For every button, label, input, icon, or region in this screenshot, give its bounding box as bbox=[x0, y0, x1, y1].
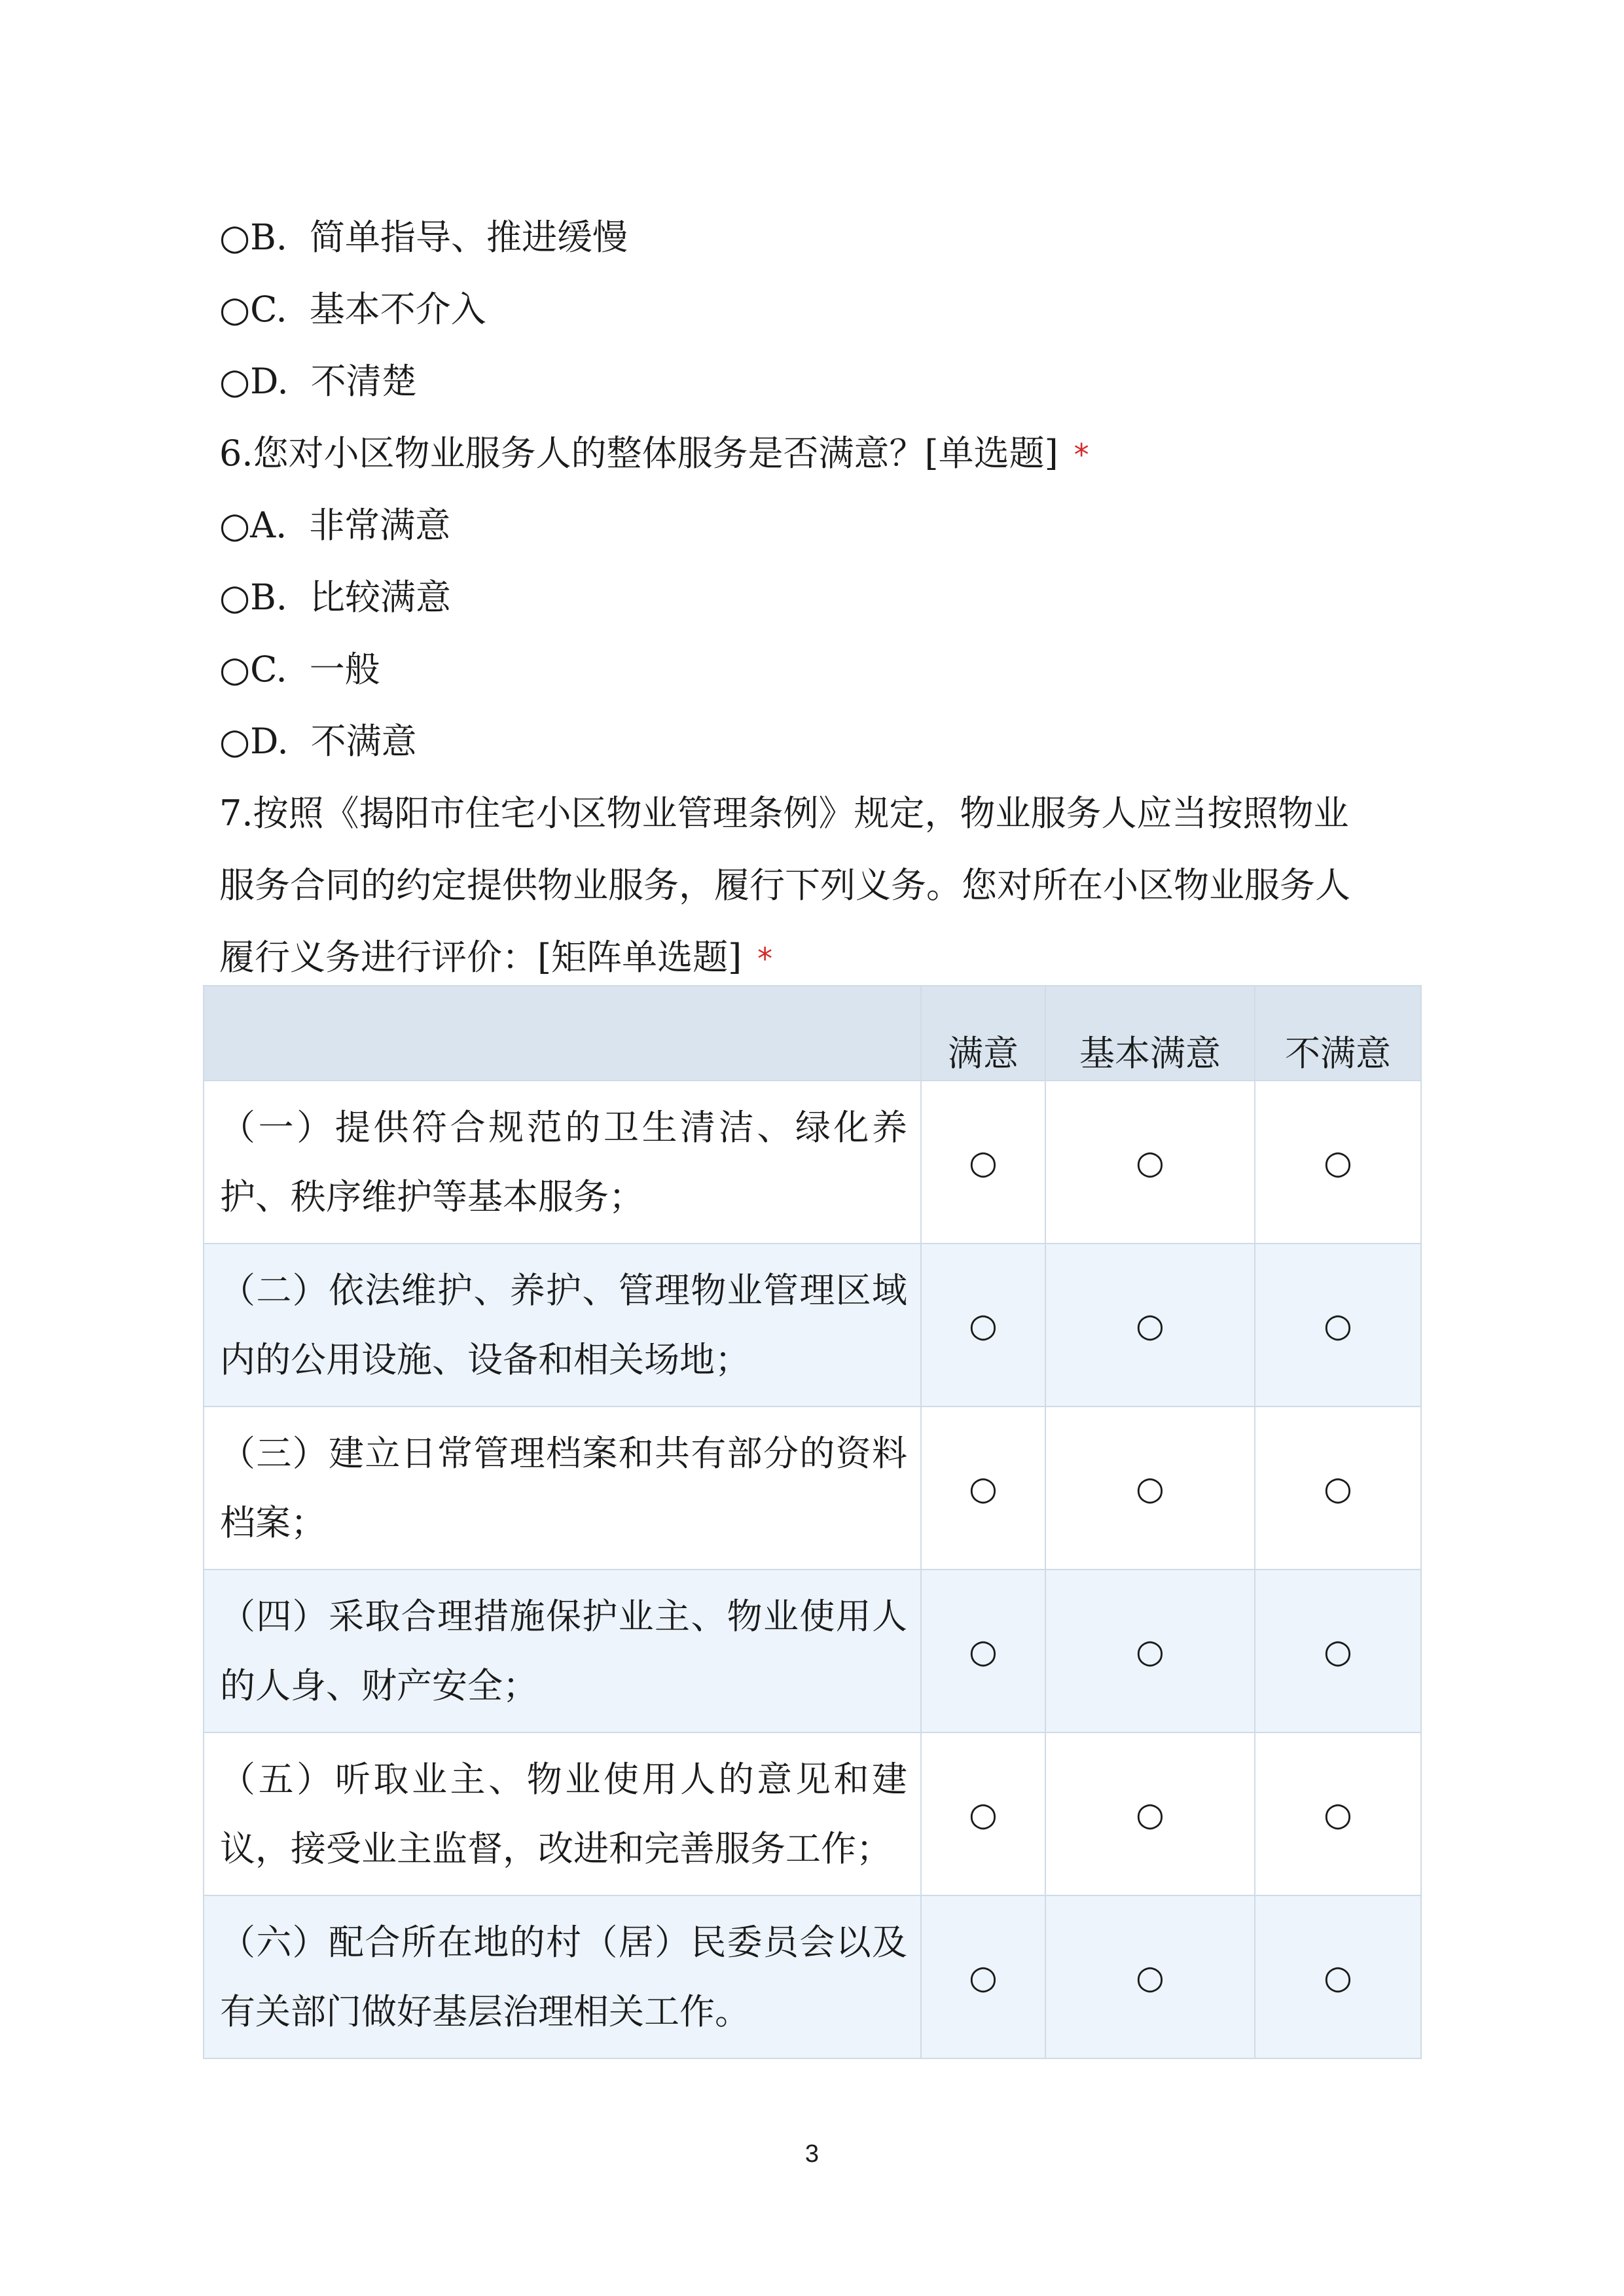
question-text: 6.您对小区物业服务人的整体服务是否满意？[单选题] bbox=[219, 433, 1058, 474]
radio-unsatisfied[interactable]: ○ bbox=[1255, 1081, 1421, 1244]
radio-unsatisfied[interactable]: ○ bbox=[1255, 1570, 1421, 1732]
radio-basically-satisfied[interactable]: ○ bbox=[1045, 1244, 1255, 1407]
q5-option-b[interactable] bbox=[219, 211, 628, 264]
radio-satisfied[interactable]: ○ bbox=[921, 1895, 1045, 2058]
radio-basically-satisfied[interactable]: ○ bbox=[1045, 1732, 1255, 1895]
option-label: 比较满意 bbox=[309, 577, 451, 618]
radio-mark: ○C. bbox=[219, 649, 287, 690]
q6-title bbox=[219, 427, 1089, 481]
matrix-header-blank bbox=[204, 986, 921, 1081]
option-label: 非常满意 bbox=[309, 505, 451, 546]
row-label: （三）建立日常管理档案和共有部分的资料档案； bbox=[204, 1407, 921, 1570]
radio-mark: ○D. bbox=[219, 361, 289, 402]
radio-unsatisfied[interactable]: ○ bbox=[1255, 1895, 1421, 2058]
table-row bbox=[204, 1570, 1421, 1732]
option-label: 一般 bbox=[309, 649, 380, 690]
q5-option-d[interactable] bbox=[219, 355, 417, 408]
radio-unsatisfied[interactable]: ○ bbox=[1255, 1244, 1421, 1407]
radio-basically-satisfied[interactable]: ○ bbox=[1045, 1081, 1255, 1244]
radio-satisfied[interactable]: ○ bbox=[921, 1244, 1045, 1407]
matrix-header-row bbox=[204, 986, 1421, 1081]
table-row bbox=[204, 1895, 1421, 2058]
table-row bbox=[204, 1732, 1421, 1895]
table-row bbox=[204, 1407, 1421, 1570]
radio-basically-satisfied[interactable]: ○ bbox=[1045, 1407, 1255, 1570]
radio-basically-satisfied[interactable]: ○ bbox=[1045, 1570, 1255, 1732]
q6-option-d[interactable] bbox=[219, 715, 417, 768]
column-header: 基本满意 bbox=[1045, 986, 1255, 1081]
radio-satisfied[interactable]: ○ bbox=[921, 1407, 1045, 1570]
q5-option-c[interactable] bbox=[219, 283, 486, 336]
radio-satisfied[interactable]: ○ bbox=[921, 1081, 1045, 1244]
radio-basically-satisfied[interactable]: ○ bbox=[1045, 1895, 1255, 2058]
radio-satisfied[interactable]: ○ bbox=[921, 1570, 1045, 1732]
q7-title-line-1: 7.按照《揭阳市住宅小区物业管理条例》规定，物业服务人应当按照物业 bbox=[219, 793, 1349, 834]
row-label: （一）提供符合规范的卫生清洁、绿化养护、秩序维护等基本服务； bbox=[204, 1081, 921, 1244]
matrix-table bbox=[203, 985, 1422, 2059]
radio-mark: ○B. bbox=[219, 577, 287, 618]
option-label: 基本不介入 bbox=[309, 289, 486, 330]
radio-mark: ○D. bbox=[219, 721, 289, 762]
radio-satisfied[interactable]: ○ bbox=[921, 1732, 1045, 1895]
table-row bbox=[204, 1244, 1421, 1407]
row-label: （四）采取合理措施保护业主、物业使用人的人身、财产安全； bbox=[204, 1570, 921, 1732]
radio-mark: ○C. bbox=[219, 289, 287, 330]
question-text: 履行义务进行评价：[矩阵单选题] bbox=[219, 937, 742, 978]
q6-option-a[interactable] bbox=[219, 499, 450, 552]
option-label: 简单指导、推进缓慢 bbox=[309, 217, 628, 258]
q7-title-line-2: 服务合同的约定提供物业服务，履行下列义务。您对所在小区物业服务人 bbox=[219, 865, 1350, 906]
table-row bbox=[204, 1081, 1421, 1244]
required-asterisk: * bbox=[757, 941, 773, 977]
radio-mark: ○A. bbox=[219, 505, 287, 546]
option-label: 不清楚 bbox=[310, 361, 417, 402]
column-header: 满意 bbox=[921, 986, 1045, 1081]
radio-unsatisfied[interactable]: ○ bbox=[1255, 1407, 1421, 1570]
q6-option-b[interactable] bbox=[219, 571, 451, 624]
required-asterisk: * bbox=[1074, 437, 1089, 473]
row-label: （二）依法维护、养护、管理物业管理区域内的公用设施、设备和相关场地； bbox=[204, 1244, 921, 1407]
radio-mark: ○B. bbox=[219, 217, 287, 258]
row-label: （五）听取业主、物业使用人的意见和建议，接受业主监督，改进和完善服务工作； bbox=[204, 1732, 921, 1895]
page-number: 3 bbox=[804, 2140, 820, 2168]
row-label: （六）配合所在地的村（居）民委员会以及有关部门做好基层治理相关工作。 bbox=[204, 1895, 921, 2058]
column-header: 不满意 bbox=[1255, 986, 1421, 1081]
radio-unsatisfied[interactable]: ○ bbox=[1255, 1732, 1421, 1895]
option-label: 不满意 bbox=[310, 721, 417, 762]
q7-title-line-3 bbox=[219, 931, 772, 985]
q6-option-c[interactable] bbox=[219, 643, 380, 696]
